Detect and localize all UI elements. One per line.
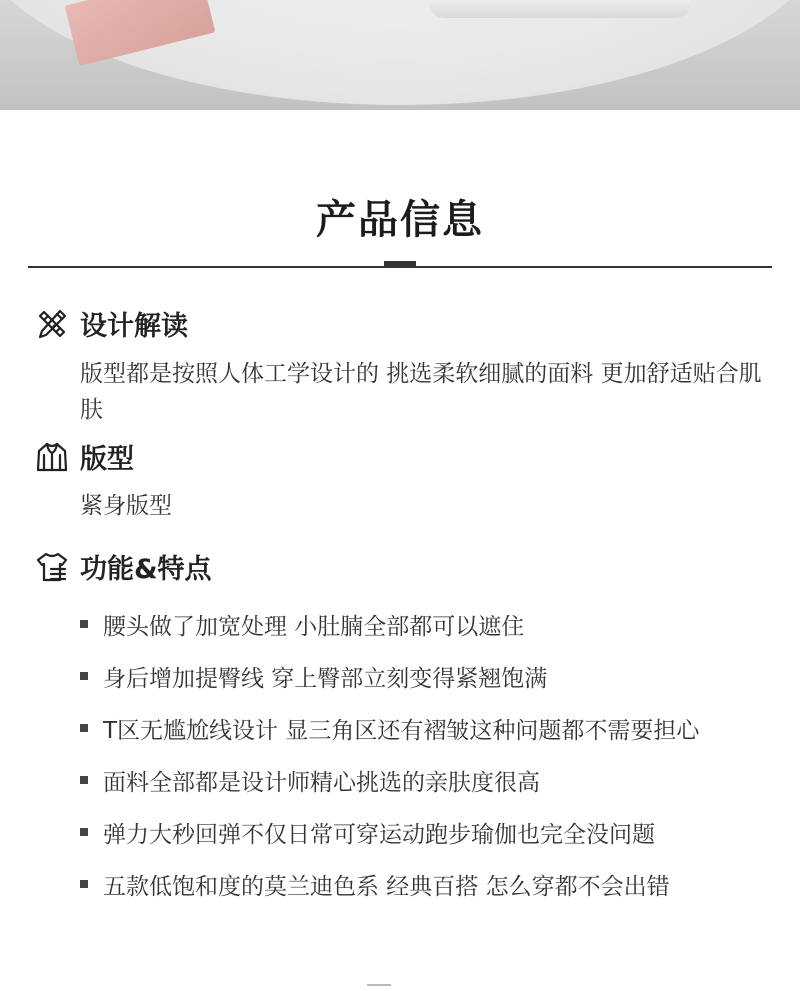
pencil-ruler-icon <box>34 306 70 342</box>
bullet-icon <box>80 880 88 888</box>
product-photo <box>0 0 800 110</box>
list-item <box>80 598 780 650</box>
bullet-icon <box>80 672 88 680</box>
list-item <box>80 754 780 806</box>
title-divider <box>28 266 772 268</box>
feature-text: 弹力大秒回弹不仅日常可穿运动跑步瑜伽也完全没问题 <box>103 821 655 848</box>
bullet-icon <box>80 828 88 836</box>
section-design-text: 版型都是按照人体工学设计的 挑选柔软细腻的面料 更加舒适贴合肌肤 <box>80 361 762 423</box>
list-item <box>80 806 780 858</box>
feature-list <box>80 598 780 910</box>
feature-text: 面料全部都是设计师精心挑选的亲肤度很高 <box>103 769 540 796</box>
list-item <box>80 858 780 910</box>
section-design-title: 设计解读 <box>80 311 188 342</box>
title-divider-accent <box>384 261 416 266</box>
shirt-list-icon <box>34 549 70 585</box>
page-title: 产品信息 <box>316 197 484 243</box>
list-item <box>80 650 780 702</box>
section-fit-title: 版型 <box>80 444 134 475</box>
section-features-heading <box>34 547 212 586</box>
section-fit-text: 紧身版型 <box>80 493 172 519</box>
feature-text: T区无尴尬线设计 显三角区还有褶皱这种问题都不需要担心 <box>103 717 700 744</box>
feature-text: 腰头做了加宽处理 小肚腩全部都可以遮住 <box>103 613 525 640</box>
jacket-icon <box>34 439 70 475</box>
feature-text: 身后增加提臀线 穿上臀部立刻变得紧翘饱满 <box>103 665 548 692</box>
section-features-title: 功能&特点 <box>80 554 212 585</box>
section-design-heading <box>34 304 188 343</box>
next-section-mark <box>367 984 391 991</box>
section-fit-heading <box>34 437 134 476</box>
bullet-icon <box>80 776 88 784</box>
feature-text: 五款低饱和度的莫兰迪色系 经典百搭 怎么穿都不会出错 <box>103 873 670 900</box>
list-item <box>80 702 780 754</box>
bullet-icon <box>80 620 88 628</box>
photo-grey-garment <box>430 0 690 18</box>
bullet-icon <box>80 724 88 732</box>
